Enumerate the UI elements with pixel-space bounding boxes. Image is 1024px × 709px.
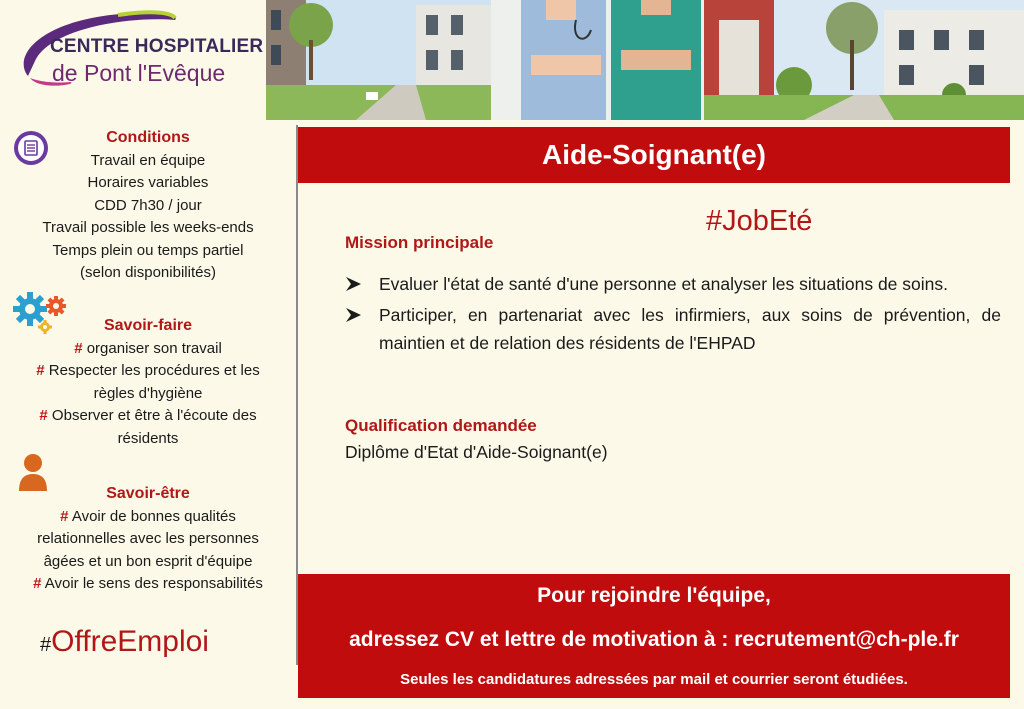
job-title: Aide-Soignant(e) <box>298 127 1010 183</box>
contact-line3: Seules les candidatures adressées par mail et courrier seront étudiées. <box>400 671 908 688</box>
hospital-logo <box>10 6 264 106</box>
mission-item: Evaluer l'état de santé d'une personne et analyser les situations de soins. <box>345 270 1001 298</box>
savoir-etre-item: # Avoir de bonnes qualités relationnelles avec les personnes âgées et un bon esprit d'équipe <box>37 507 259 570</box>
conditions-line: Travail en équipe <box>90 151 206 169</box>
savoir-faire-title: Savoir-faire <box>103 317 193 334</box>
savoir-faire-item: # Respecter les procédures et les règles d'hygiène <box>36 362 260 402</box>
logo-line1: CENTRE HOSPITALIER <box>50 36 264 57</box>
savoir-etre-item: # Avoir le sens des responsabilités <box>33 575 263 592</box>
garden-building-photo <box>704 0 1024 120</box>
conditions-line: Horaires variables <box>87 174 209 191</box>
mission-list <box>345 270 1001 357</box>
savoir-etre-section <box>0 483 296 596</box>
contact-line1: Pour rejoindre l'équipe, <box>537 584 771 607</box>
savoir-etre-title: Savoir-être <box>106 485 190 502</box>
arrow-bullet-icon <box>345 270 369 300</box>
conditions-line: Travail possible les weeks-ends <box>42 219 254 236</box>
savoir-faire-section <box>0 315 296 450</box>
conditions-line: (selon disponibilités) <box>80 264 216 281</box>
conditions-line: CDD 7h30 / jour <box>94 196 202 214</box>
conditions-line: Temps plein ou temps partiel <box>52 241 244 259</box>
nurses-photo <box>491 0 704 120</box>
mission-item: Participer, en partenariat avec les infirmiers, aux soins de prévention, de maintien et de relation des résidents de l'EHPAD <box>345 301 1001 357</box>
conditions-title: Conditions <box>106 129 190 146</box>
mission-title: Mission principale <box>345 233 494 252</box>
offre-emploi-hashtag: #OffreEmploi <box>40 625 209 658</box>
contact-line2: adressez CV et lettre de motivation à : recrutement@ch-ple.fr <box>349 628 959 651</box>
jobete-hashtag: #JobEté <box>706 205 813 237</box>
conditions-section <box>0 127 296 285</box>
sidebar <box>0 125 296 665</box>
savoir-faire-item: # Observer et être à l'écoute des résidents <box>39 407 257 447</box>
savoir-faire-item: # organiser son travail <box>74 339 222 357</box>
qualification-title: Qualification demandée <box>345 416 537 435</box>
photo-banner <box>266 0 1024 120</box>
arrow-bullet-icon <box>345 301 369 331</box>
logo-line2: de Pont l'Evêque <box>52 60 226 86</box>
building-courtyard-photo <box>266 0 491 120</box>
qualification-value: Diplôme d'Etat d'Aide-Soignant(e) <box>345 442 608 462</box>
contact-box <box>298 574 1010 698</box>
